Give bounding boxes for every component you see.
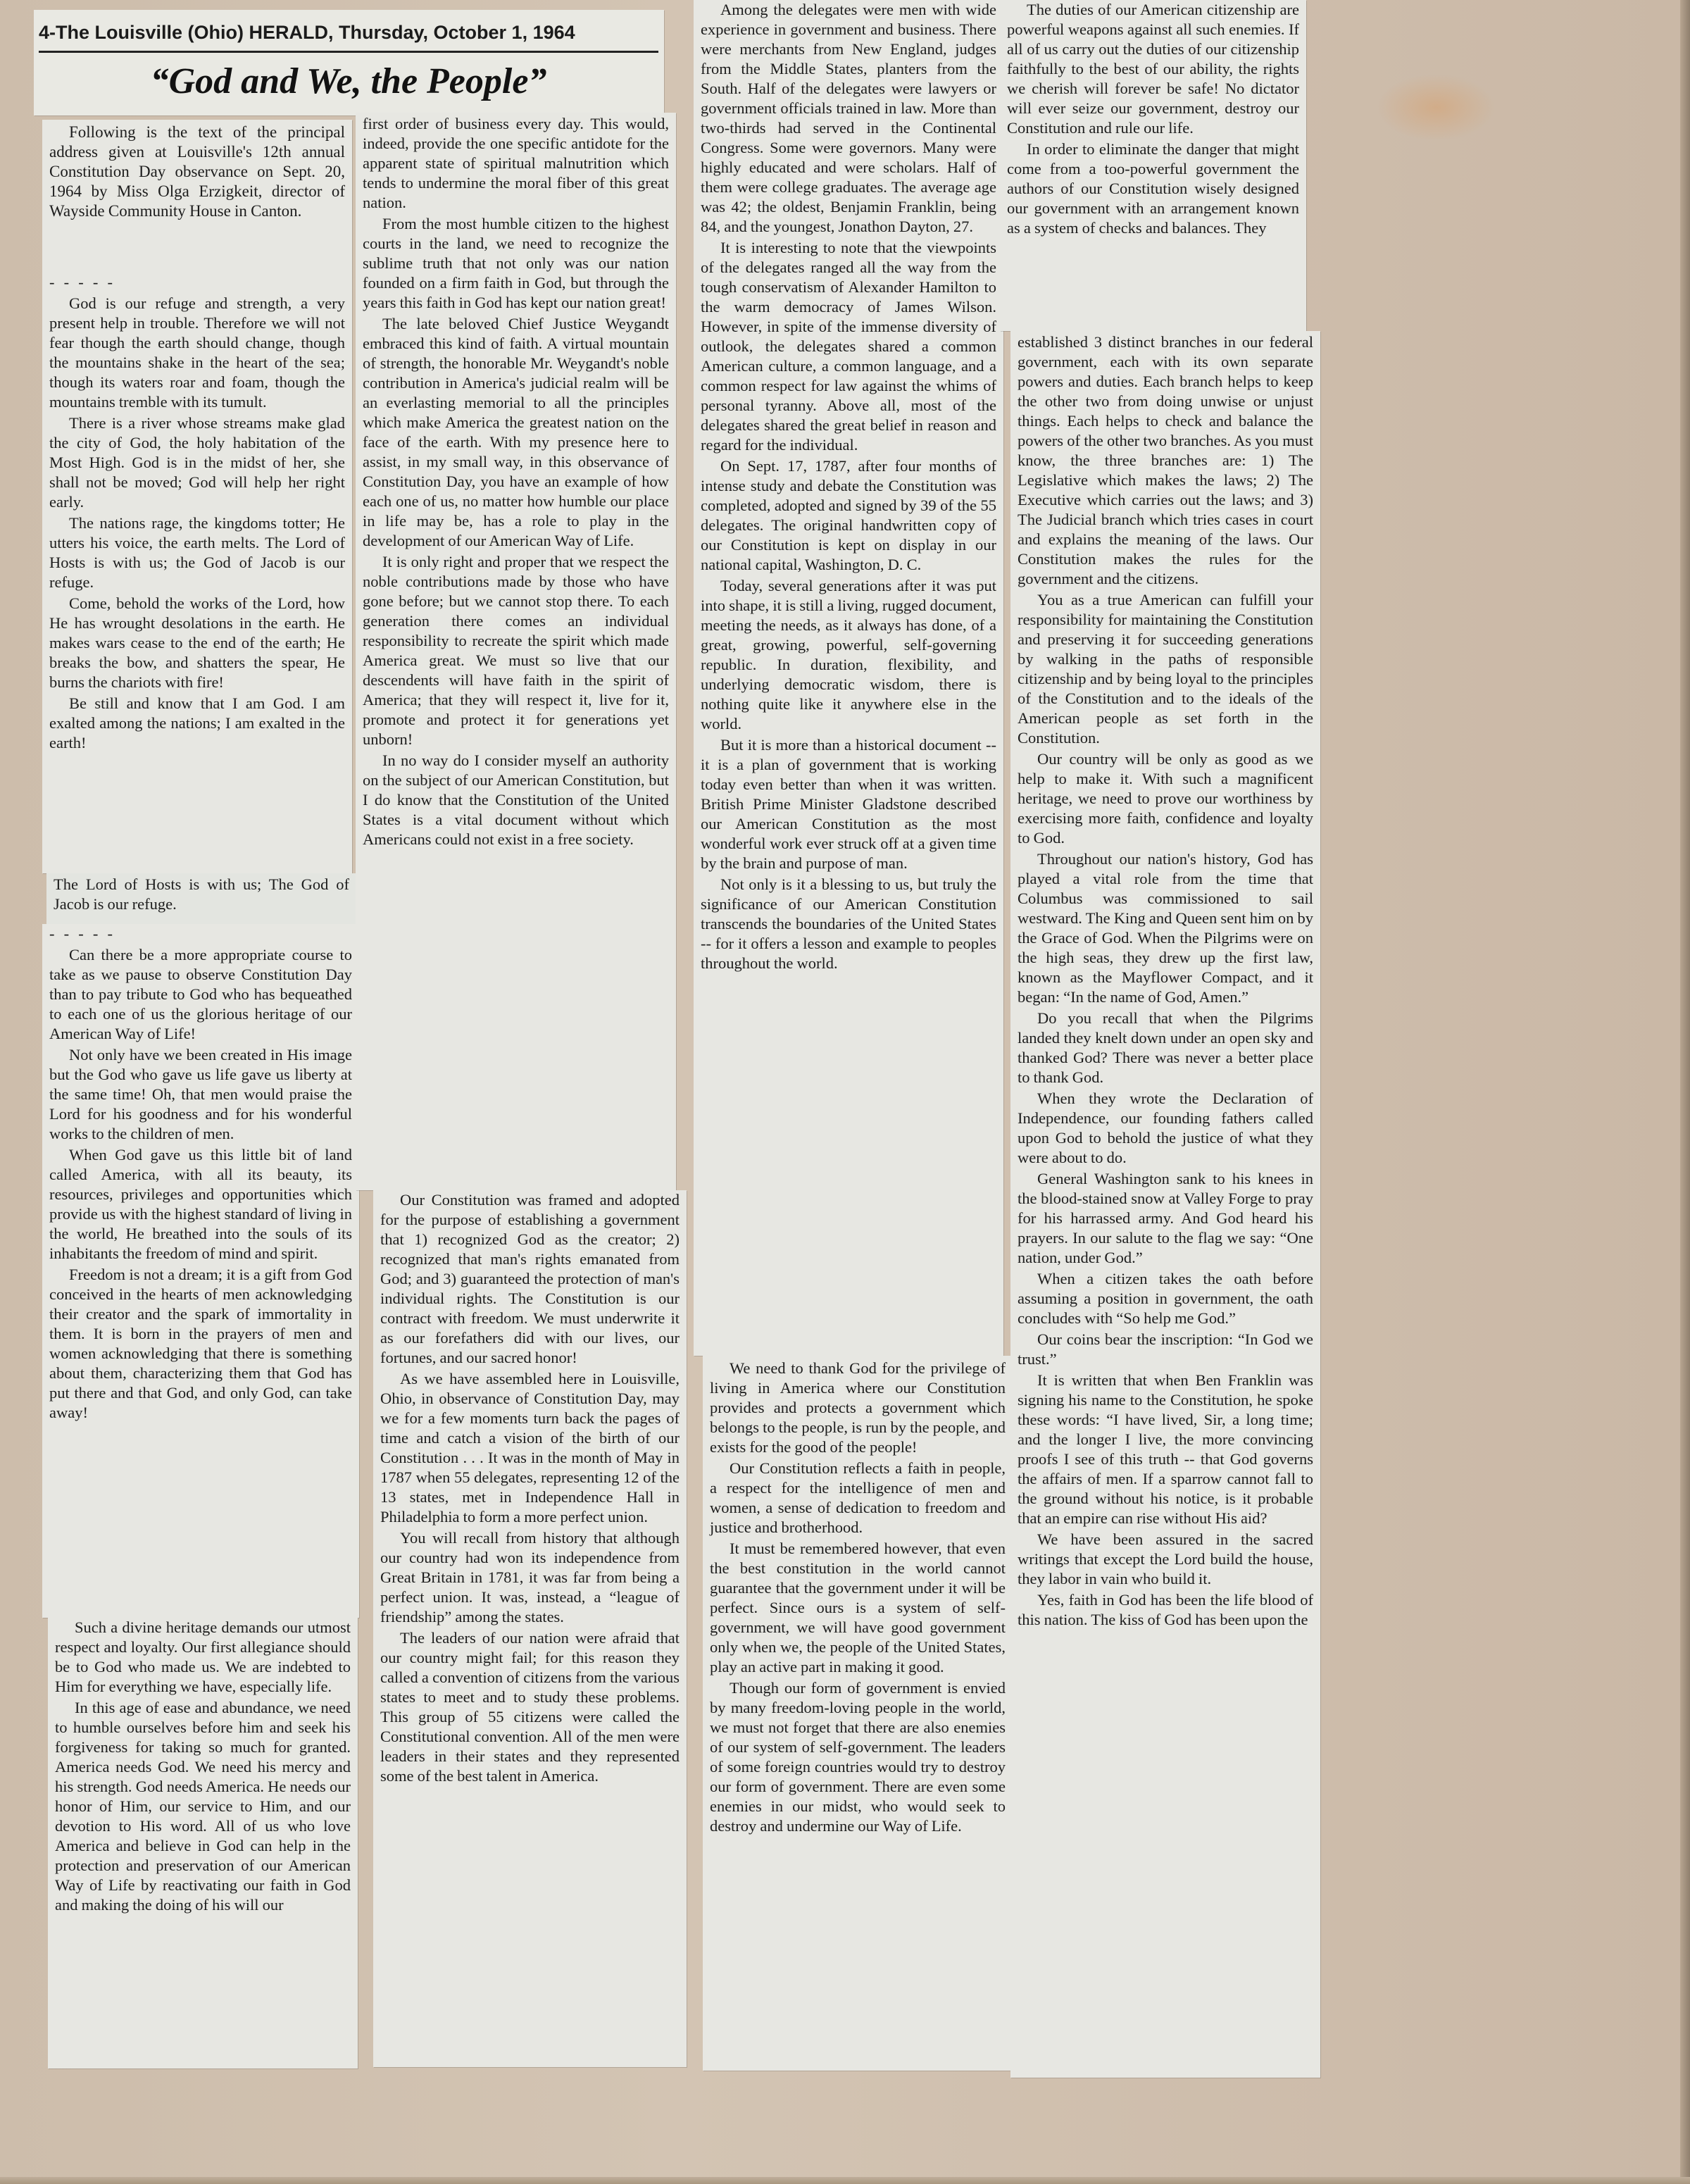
article-headline: “God and We, the People” [150, 61, 547, 101]
col1c-paragraph: Can there be a more appropriate course to take as we pause to observe Constitution Day than to pay tribute to God who has bequeathed to each one of us the glorious heritage of our American Way of Life! [49, 946, 352, 1042]
col1c-paragraph: Freedom is not a dream; it is a gift from God conceived in the hearts of men acknowledging their creator and the spark of immortality in them. It is born in the prayers of men and women acknowledging that there is something about them, characterizing them that God has put there and that God, and only God, can take away! [49, 1266, 352, 1421]
column-1-clipping-c [42, 924, 359, 1618]
intro-paragraph: Following is the text of the principal address given at Louisville's 12th annual Constitution Day observance on Sept. 20, 1964 by Miss Olga Erzigkeit, director of Wayside Community House in Canton. [49, 123, 345, 220]
separator: - - - - - [49, 925, 115, 942]
col3b-paragraph: Our Constitution reflects a faith in people, a respect for the intelligence of men and women, a sense of dedication to freedom and justice and brotherhood. [710, 1459, 1006, 1536]
col3b-paragraph: We need to thank God for the privilege of living in America where our Constitution provides and protects a government which belongs to the people, is run by the people, and exists for the good of the people! [710, 1359, 1006, 1456]
col1a-paragraph: Be still and know that I am God. I am exalted among the nations; I am exalted in the earth! [49, 694, 345, 751]
col4b-paragraph: Throughout our nation's history, God has played a vital role from the time that Columbus was commissioned to sail westward. The King and Queen sent him on by the Grace of God. When the Pilgrims were on the high seas, they drew up the first law, known as the Mayflower Compact, and it began: “In the name of God, Amen.” [1018, 850, 1313, 1006]
col3b-paragraph: Though our form of government is envied by many freedom-loving people in the world, we must not forget that there are also enemies of our system of self-government. The leaders of some foreign countries would try to destroy our form of government. There are even some enemies in our midst, who would seek to destroy and undermine our Way of Life. [710, 1679, 1006, 1835]
col4b-paragraph: General Washington sank to his knees in the blood-stained snow at Valley Forge to pray for his harrassed army. And God heard his prayers. In our salute to the flag we say: “One nation, under God.” [1018, 1170, 1313, 1266]
column-1-clipping-b [46, 873, 356, 924]
col4b-paragraph: Do you recall that when the Pilgrims landed they knelt down under an open sky and thanked God? There was never a better place to thank God. [1018, 1009, 1313, 1086]
col1c-paragraph: When God gave us this little bit of land called America, with all its beauty, its resources, privileges and opportunities which provide us with the highest standard of living in the world, He breathed into the souls of its inhabitants the freedom of mind and spirit. [49, 1146, 352, 1262]
col4b-paragraph: We have been assured in the sacred writings that except the Lord build the house, they labor in vain who build it. [1018, 1530, 1313, 1587]
col2a-paragraph: The late beloved Chief Justice Weygandt embraced this kind of faith. A virtual mountain of strength, the honorable Mr. Weygandt's noble contribution in America's judicial realm will be an everlasting memorial to all the principles which make America the greatest nation on the face of the earth. With my presence here to assist, in my small way, in this observance of Constitution Day, you have an example of how each one of us, no matter how humble our place in life may be, has a role to play in the development of our American Way of Life. [363, 315, 669, 549]
col4a-paragraph: The duties of our American citizenship are powerful weapons against all such enemies. If all of us carry out the duties of our citizenship faithfully to the best of our ability, the rights we cherish will forever be safe! No dictator will ever seize our government, destroy our Constitution and rule our life. [1007, 1, 1299, 137]
col4b-paragraph: When they wrote the Declaration of Independence, our founding fathers called upon God to behold the justice of what they were about to do. [1018, 1090, 1313, 1166]
intro-clipping [42, 120, 352, 271]
col3a-paragraph: Today, several generations after it was put into shape, it is still a living, rugged document, meeting the needs, as it always has done, of a great, growing, powerful, self-governing republic. In duration, flexibility, and underlying democratic wisdom, there is nothing quite like it anywhere else in the world. [701, 577, 996, 732]
col1d-paragraph: In this age of ease and abundance, we need to humble ourselves before him and seek his forgiveness for taking so much for granted. America needs God. We need his mercy and his strength. God needs America. He needs our honor of Him, our service to Him, and our devotion to His word. All of us who love America and believe in God can help in the protection and preservation of our American Way of Life by reactivating our faith in God and making the doing of his will our [55, 1699, 351, 1914]
col3a-paragraph: On Sept. 17, 1787, after four months of intense study and debate the Constitution was completed, adopted and signed by 39 of the 55 delegates. The original handwritten copy of our Constitution is kept on display in our national capital, Washington, D. C. [701, 457, 996, 573]
col2b-paragraph: You will recall from history that although our country had won its independence from Great Britain in 1781, it was far from being a perfect union. It was, instead, a “league of friendship” among the states. [380, 1529, 680, 1625]
col4b-paragraph: You as a true American can fulfill your responsibility for maintaining the Constitution and preserving it for succeeding generations by walking in the paths of responsible citizenship and by being loyal to the principles of the Constitution and to the ideals of the American people as set forth in the Constitution. [1018, 591, 1313, 747]
column-1-clipping-d [48, 1618, 358, 2068]
col4b-paragraph: established 3 distinct branches in our federal government, each with its own separate powers and duties. Each branch helps to keep the other two from doing unwise or unjust things. Each helps to check and balance the powers of the other two branches. As you must know, the three branches are: 1) The Legislative which makes the laws; 2) The Executive which carries out the laws; and 3) The Judicial branch which tries cases in court and explains the meaning of the laws. Our Constitution makes the rules for the government and the citizens. [1018, 333, 1313, 587]
col4b-paragraph: Yes, faith in God has been the life blood of this nation. The kiss of God has been upon the [1018, 1591, 1313, 1628]
col4b-paragraph: Our country will be only as good as we help to make it. With such a magnificent heritage, we need to prove our worthiness by exercising more faith, confidence and loyalty to God. [1018, 750, 1313, 847]
col1a-paragraph: The nations rage, the kingdoms totter; He utters his voice, the earth melts. The Lord of Hosts is with us; the God of Jacob is our refuge. [49, 514, 345, 591]
column-4-clipping-b [1010, 331, 1320, 2078]
col2a-paragraph: It is only right and proper that we respect the noble contributions made by those who have gone before; but we cannot stop there. To each generation there comes an individual responsibility to recreate the spirit which made America great. We must so live that our descendents will have faith in the spirit of America; that they will respect it, live for it, promote and protect it for generations yet unborn! [363, 553, 669, 748]
col3a-paragraph: But it is more than a historical document -- it is a plan of government that is working today even better than when it was written. British Prime Minister Gladstone described our American Constitution as the most wonderful work ever struck off at a given time by the brain and purpose of man. [701, 736, 996, 872]
column-3-clipping-a [694, 0, 1003, 1356]
col3b-paragraph: It must be remembered however, that even the best constitution in the world cannot guarantee that the government under it will be perfect. Since ours is a system of self-government, we will have good government only when we, the people of the United States, play an active part in making it good. [710, 1540, 1006, 1676]
col3a-paragraph: It is interesting to note that the viewpoints of the delegates ranged all the way from the tough conservatism of Alexander Hamilton to the warm democracy of James Wilson. However, in spite of the immense diversity of outlook, the delegates shared a common American culture, a common language, and a common respect for law against the whims of personal tyranny. Above all, most of the delegates shared the great belief in reason and regard for the individual. [701, 239, 996, 454]
col1d-paragraph: Such a divine heritage demands our utmost respect and loyalty. Our first allegiance should be to God who made us. We are indebted to Him for everything we have, especially life. [55, 1618, 351, 1695]
col2b-paragraph: As we have assembled here in Louisville, Ohio, in observance of Constitution Day, may we for a few moments turn back the pages of time and catch a vision of the birth of our Constitution . . . It was in the month of May in 1787 when 55 delegates, representing 12 of the 13 states, met in Independence Hall in Philadelphia to form a more perfect union. [380, 1370, 680, 1525]
col1a-paragraph: There is a river whose streams make glad the city of God, the holy habitation of the Most High. God is in the midst of her, she shall not be moved; God will help her right early. [49, 414, 345, 511]
page-edge [1680, 0, 1690, 2184]
col4a-paragraph: In order to eliminate the danger that might come from a too-powerful government the authors of our Constitution wisely designed our government with an arrangement known as a system of checks and balances. They [1007, 140, 1299, 237]
paper-stain [1377, 74, 1496, 141]
col1b-refrain: The Lord of Hosts is with us; The God of Jacob is our refuge. [54, 875, 349, 913]
newspaper-masthead: 4-The Louisville (Ohio) HERALD, Thursday, October 1, 1964 [39, 15, 658, 53]
col2b-paragraph: The leaders of our nation were afraid that our country might fail; for this reason they called a convention of citizens from the various states to meet and to study these problems. This group of 55 citizens were called the Constitutional convention. All of the men were leaders in their states and they represented some of the best talent in America. [380, 1629, 680, 1785]
column-1-clipping-a [42, 271, 352, 873]
col1a-paragraph: God is our refuge and strength, a very present help in trouble. Therefore we will not fear though the earth should change, though the mountains shake in the heart of the sea; though its waters roar and foam, though the mountains tremble with its tumult. [49, 294, 345, 411]
col3a-paragraph: Not only is it a blessing to us, but truly the significance of our American Constitution transcends the boundaries of the United States -- for it offers a lesson and example to peoples throughout the world. [701, 875, 996, 972]
column-2-clipping-a [356, 113, 676, 1190]
col2b-paragraph: Our Constitution was framed and adopted for the purpose of establishing a government that 1) recognized God as the creator; 2) recognized that man's rights emanated from God; and 3) guaranteed the protection of man's individual rights. The Constitution is our contract with freedom. We must underwrite it as our forefathers did with our lives, our fortunes, and our sacred honor! [380, 1191, 680, 1366]
column-2-clipping-b [373, 1190, 687, 2067]
col4b-paragraph: When a citizen takes the oath before assuming a position in government, the oath concludes with “So help me God.” [1018, 1270, 1313, 1327]
col3a-paragraph: Among the delegates were men with wide experience in government and business. There were merchants from New England, judges from the Middle States, planters from the South. Half of the delegates were lawyers or government officials trained in law. More than two-thirds had served in the Continental Congress. Some were governors. Many were highly educated and were scholars. Half of them were college graduates. The average age was 42; the oldest, Benjamin Franklin, being 84, and the youngest, Jonathon Dayton, 27. [701, 1, 996, 235]
col2a-paragraph: first order of business every day. This would, indeed, provide the one specific antidote for the apparent state of spiritual malnutrition which tends to undermine the moral fiber of this great nation. [363, 115, 669, 211]
col1a-paragraph: Come, behold the works of the Lord, how He has wrought desolations in the earth. He makes wars cease to the end of the earth; He breaks the bow, and shatters the spear, He burns the chariots with fire! [49, 594, 345, 691]
page-bottom-edge [0, 2177, 1690, 2184]
col2a-paragraph: From the most humble citizen to the highest courts in the land, we need to recognize the sublime truth that not only was our nation founded on a firm faith in God, but through the years this faith in God has kept our nation great! [363, 215, 669, 311]
column-3-clipping-b [703, 1356, 1013, 2071]
col1c-paragraph: Not only have we been created in His image but the God who gave us life gave us liberty at the same time! Oh, that men would praise the Lord for his goodness and for his wonderful works to the children of men. [49, 1046, 352, 1142]
col2a-paragraph: In no way do I consider myself an authority on the subject of our American Constitution, but I do know that the Constitution of the United States is a vital document without which Americans could not exist in a free society. [363, 751, 669, 848]
separator: - - - - - [49, 273, 115, 291]
column-4-clipping-a [1000, 0, 1306, 331]
col4b-paragraph: It is written that when Ben Franklin was signing his name to the Constitution, he spoke these words: “I have lived, Sir, a long time; and the longer I live, the more convincing proofs I see of this truth -- that God governs the affairs of men. If a sparrow cannot fall to the ground without his notice, is it probable that an empire can rise without His aid? [1018, 1371, 1313, 1527]
col4b-paragraph: Our coins bear the inscription: “In God we trust.” [1018, 1330, 1313, 1368]
